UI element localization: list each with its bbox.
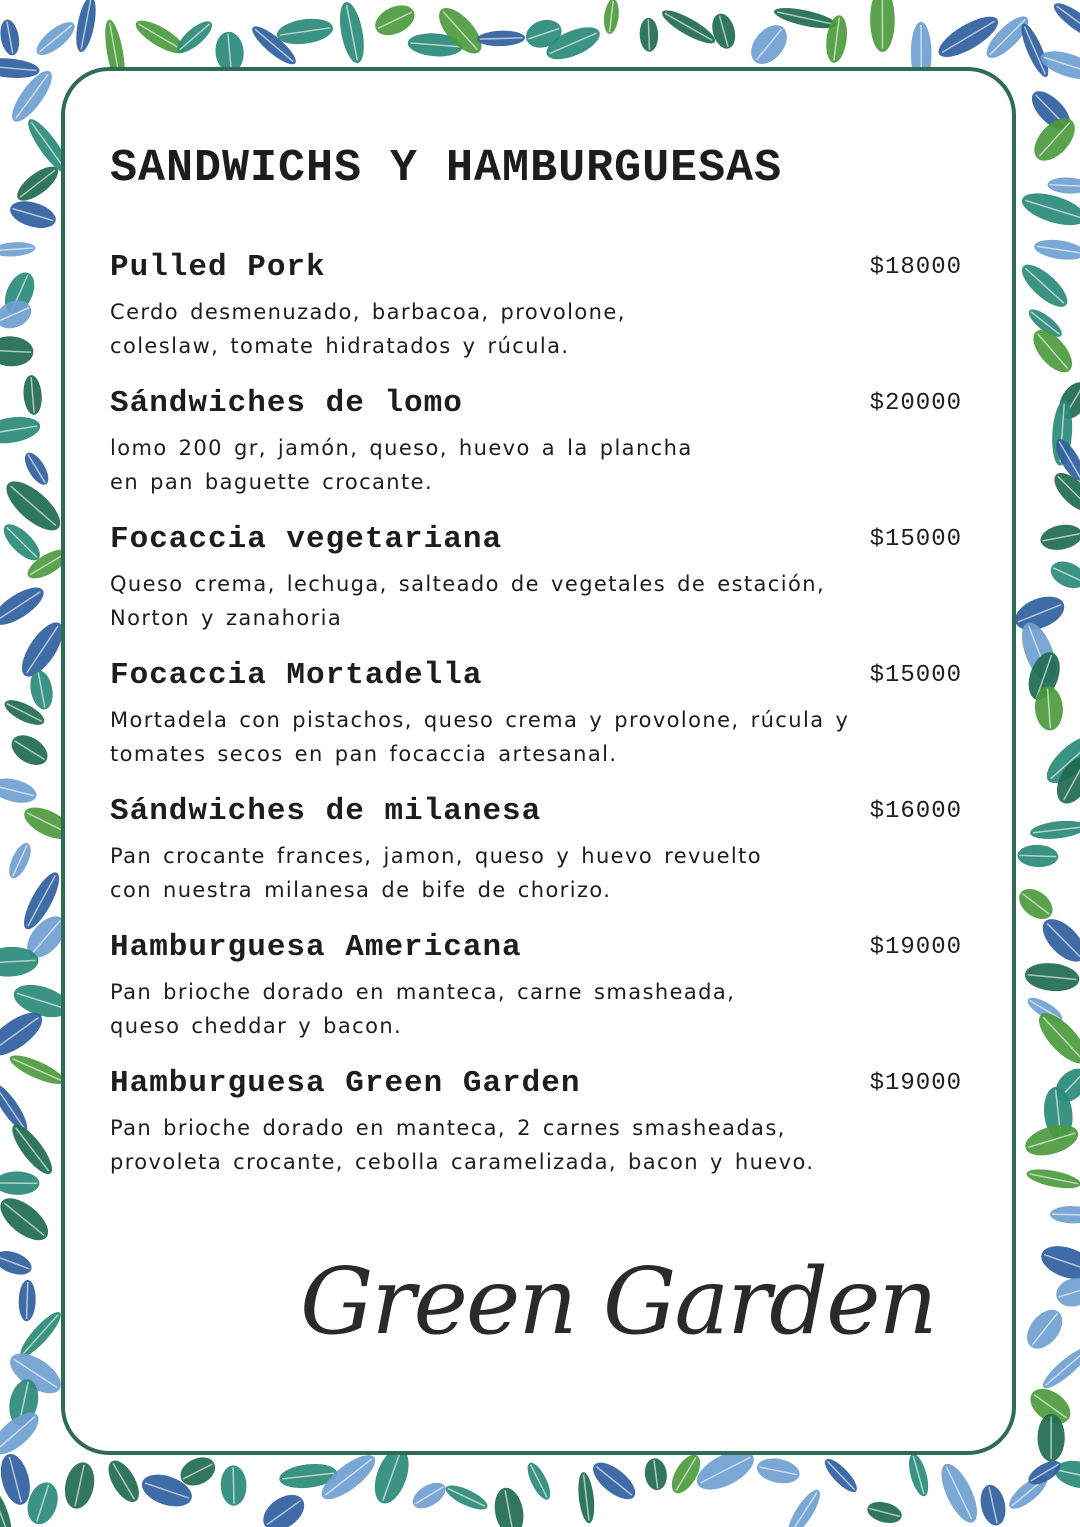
palm-frond-icon: [1047, 556, 1080, 593]
item-description-line: Mortadela con pistachos, queso crema y provolone, rúcula y: [110, 708, 850, 732]
brand-logo: Green Garden: [300, 1248, 936, 1355]
item-description: [110, 567, 825, 635]
item-name: Sándwiches de lomo: [110, 386, 463, 421]
palm-frond-icon: [20, 449, 53, 489]
item-description-line: Queso crema, lechuga, salteado de vegetales de estación,: [110, 572, 826, 596]
palm-frond-icon: [1029, 818, 1080, 841]
item-description-line: provoleta crocante, cebolla caramelizada, bacon y huevo.: [110, 1150, 815, 1174]
item-name: Focaccia vegetariana: [110, 522, 503, 557]
blue-leaf-cluster-icon: [1013, 883, 1058, 925]
monstera-leaf-icon: [102, 1456, 145, 1507]
monstera-leaf-icon: [0, 241, 36, 258]
palm-frond-icon: [0, 1190, 55, 1248]
palm-frond-icon: [0, 413, 42, 447]
item-price: $15000: [869, 526, 962, 553]
menu-item: [110, 522, 970, 642]
item-name: Sándwiches de milanesa: [110, 794, 542, 829]
menu-item: [110, 386, 970, 506]
item-price: $20000: [869, 390, 962, 417]
blue-leaf-cluster-icon: [576, 1471, 597, 1524]
monstera-leaf-icon: [1025, 1166, 1080, 1192]
palm-frond-icon: [0, 1171, 40, 1195]
blue-leaf-cluster-icon: [408, 1477, 450, 1513]
menu-item: [110, 658, 970, 778]
palm-frond-icon: [1037, 1414, 1064, 1462]
item-description: [110, 703, 849, 771]
palm-frond-icon: [1024, 961, 1080, 994]
blue-leaf-cluster-icon: [7, 196, 59, 232]
monstera-leaf-icon: [1053, 1274, 1080, 1311]
item-description: [110, 1111, 814, 1179]
monstera-leaf-icon: [6, 1119, 58, 1179]
item-description-line: Pan brioche dorado en manteca, carne smasheada,: [110, 980, 736, 1004]
palm-frond-icon: [870, 0, 895, 52]
monstera-leaf-icon: [1018, 187, 1080, 232]
palm-frond-icon: [977, 1482, 1009, 1527]
item-description-line: en pan baguette crocante.: [110, 470, 434, 494]
item-description-line: queso cheddar y bacon.: [110, 1014, 403, 1038]
item-name: Hamburguesa Green Garden: [110, 1066, 581, 1101]
blue-leaf-cluster-icon: [934, 1459, 984, 1527]
monstera-leaf-icon: [744, 18, 794, 70]
menu-item: [110, 794, 970, 914]
menu-item: [110, 250, 970, 370]
blue-leaf-cluster-icon: [658, 5, 719, 49]
monstera-leaf-icon: [0, 581, 49, 632]
item-price: $18000: [869, 254, 962, 281]
palm-frond-icon: [1016, 21, 1053, 80]
item-description: [110, 975, 735, 1043]
menu-item: [110, 1066, 970, 1186]
palm-frond-icon: [443, 1481, 491, 1515]
monstera-leaf-icon: [1049, 0, 1080, 44]
blue-leaf-cluster-icon: [173, 16, 217, 57]
palm-frond-icon: [18, 1280, 36, 1322]
monstera-leaf-icon: [1050, 1206, 1080, 1224]
item-description-line: coleslaw, tomate hidratados y rúcula.: [110, 334, 570, 358]
blue-leaf-cluster-icon: [1033, 237, 1080, 263]
palm-frond-icon: [491, 1485, 527, 1527]
palm-frond-icon: [7, 1050, 68, 1089]
item-description-line: Pan brioche dorado en manteca, 2 carnes smasheadas,: [110, 1116, 786, 1140]
blue-leaf-cluster-icon: [1016, 258, 1074, 314]
item-price: $19000: [869, 1070, 962, 1097]
palm-frond-icon: [905, 1452, 932, 1498]
monstera-leaf-icon: [1038, 1343, 1080, 1394]
palm-frond-icon: [477, 30, 525, 47]
monstera-leaf-icon: [5, 840, 35, 881]
monstera-leaf-icon: [1047, 177, 1080, 195]
blue-leaf-cluster-icon: [755, 1455, 802, 1487]
item-description-line: con nuestra milanesa de bife de chorizo.: [110, 878, 612, 902]
monstera-leaf-icon: [336, 0, 369, 65]
blue-leaf-cluster-icon: [639, 17, 659, 52]
blue-leaf-cluster-icon: [1038, 521, 1080, 553]
blue-leaf-cluster-icon: [643, 1457, 669, 1492]
monstera-leaf-icon: [0, 18, 22, 57]
blue-leaf-cluster-icon: [22, 374, 43, 415]
monstera-leaf-icon: [73, 0, 100, 54]
monstera-leaf-icon: [0, 335, 34, 367]
monstera-leaf-icon: [865, 1498, 904, 1526]
blue-leaf-cluster-icon: [820, 1455, 861, 1497]
palm-frond-icon: [523, 1460, 555, 1503]
item-price: $19000: [869, 934, 962, 961]
palm-frond-icon: [12, 161, 63, 207]
blue-leaf-cluster-icon: [0, 1246, 35, 1279]
monstera-leaf-icon: [1020, 1303, 1070, 1355]
palm-frond-icon: [1017, 844, 1059, 868]
item-price: $16000: [869, 798, 962, 825]
item-description-line: Pan crocante frances, jamon, queso y huevo revuelto: [110, 844, 763, 868]
monstera-leaf-icon: [257, 1488, 311, 1527]
item-description-line: Cerdo desmenuzado, barbacoa, provolone,: [110, 300, 626, 324]
item-name: Focaccia Mortadella: [110, 658, 483, 693]
item-description: [110, 431, 693, 499]
item-description: [110, 295, 626, 363]
monstera-leaf-icon: [783, 1486, 826, 1527]
palm-frond-icon: [709, 11, 739, 51]
item-description: [110, 839, 762, 907]
item-description-line: lomo 200 gr, jamón, queso, huevo a la plancha: [110, 436, 693, 460]
monstera-leaf-icon: [32, 17, 80, 61]
item-description-line: tomates secos en pan focaccia artesanal.: [110, 742, 618, 766]
item-name: Pulled Pork: [110, 250, 326, 285]
item-description-line: Norton y zanahoria: [110, 606, 343, 630]
monstera-leaf-icon: [61, 1460, 99, 1512]
menu-title: SANDWICHS Y HAMBURGUESAS: [110, 143, 783, 194]
blue-leaf-cluster-icon: [275, 15, 334, 47]
blue-leaf-cluster-icon: [220, 1465, 247, 1506]
blue-leaf-cluster-icon: [0, 56, 40, 80]
palm-frond-icon: [602, 0, 620, 35]
item-price: $15000: [869, 662, 962, 689]
menu-item: [110, 930, 970, 1050]
blue-leaf-cluster-icon: [132, 15, 190, 60]
palm-frond-icon: [0, 774, 39, 807]
blue-leaf-cluster-icon: [587, 1456, 641, 1506]
monstera-leaf-icon: [6, 729, 53, 771]
palm-frond-icon: [1035, 912, 1080, 969]
palm-frond-icon: [370, 0, 419, 41]
item-name: Hamburguesa Americana: [110, 930, 522, 965]
